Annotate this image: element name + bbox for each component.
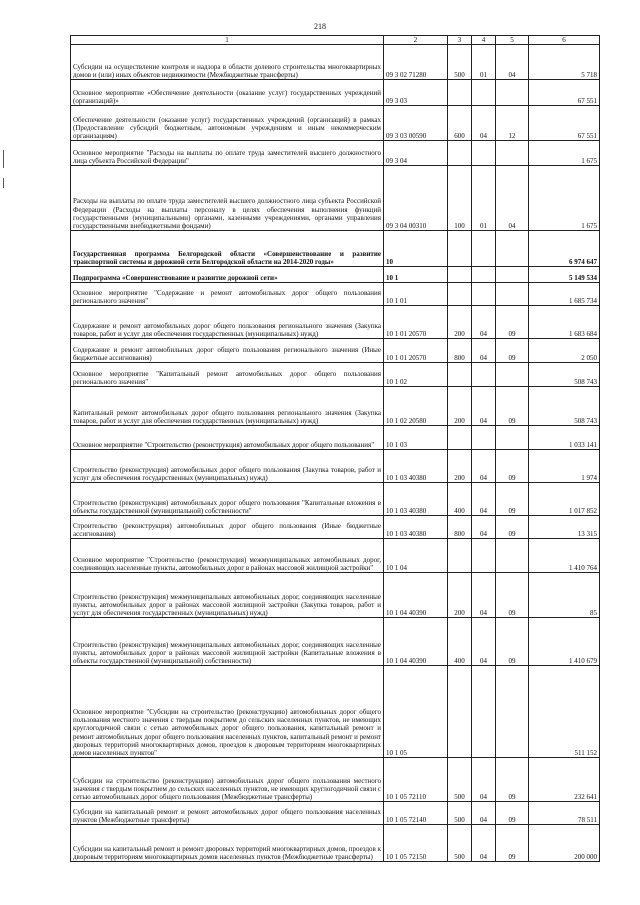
- row-expense-type: [448, 141, 472, 166]
- row-expense-type: 200: [448, 306, 472, 339]
- table-row: [71, 231, 600, 267]
- row-section: [472, 363, 496, 387]
- row-section: 04: [472, 573, 496, 618]
- column-header: 5: [496, 36, 529, 45]
- row-subsection: 04: [496, 166, 529, 231]
- row-amount: 1 675: [529, 141, 600, 166]
- row-description: Основное мероприятие "Субсидии на строительство (реконструкцию) автомобильных дорог общего пользования местного значения с твердым покрытием до сельских населенных пунктов, не имеющих круглогодичной связи с сетью автомобильных дорог общего пользования, капитальный ремонт и ремонт автомобильных дорог общего пользования населенных пунктов, капитальный ремонт и ремонт дворовых территорий многоквартирных домов, проездов к дворовым территориям многоквартирных домов населенных пунктов": [71, 666, 384, 758]
- row-expense-type: [448, 267, 472, 283]
- row-subsection: [496, 426, 529, 450]
- row-amount: 78 511: [529, 802, 600, 825]
- row-amount: 1 675: [529, 166, 600, 231]
- row-expense-type: [448, 283, 472, 306]
- row-section: 04: [472, 758, 496, 802]
- row-code: 10 1: [384, 267, 448, 283]
- row-amount: 1 017 852: [529, 483, 600, 516]
- row-amount: 508 743: [529, 387, 600, 426]
- row-section: [472, 231, 496, 267]
- row-description: Субсидии на капитальный ремонт и ремонт автомобильных дорог общего пользования населенных пунктов (Межбюджетные трансферты): [71, 802, 384, 825]
- table-header-row: [71, 36, 600, 45]
- column-header: 2: [384, 36, 448, 45]
- column-header: 3: [448, 36, 472, 45]
- row-section: 04: [472, 339, 496, 363]
- row-amount: 1 974: [529, 450, 600, 483]
- row-section: 04: [472, 106, 496, 141]
- row-subsection: [496, 539, 529, 573]
- table-row: [71, 267, 600, 283]
- row-amount: 5 149 534: [529, 267, 600, 283]
- row-description: Основное мероприятие "Содержание и ремонт автомобильных дорог общего пользования регионального значения": [71, 283, 384, 306]
- row-subsection: [496, 363, 529, 387]
- row-code: 09 3 03 00590: [384, 106, 448, 141]
- row-code: 10 1 02 20580: [384, 387, 448, 426]
- margin-mark: [3, 178, 4, 188]
- row-subsection: 09: [496, 339, 529, 363]
- row-expense-type: [448, 666, 472, 758]
- row-expense-type: 500: [448, 45, 472, 80]
- row-section: 01: [472, 166, 496, 231]
- row-amount: 5 718: [529, 45, 600, 80]
- row-subsection: [496, 141, 529, 166]
- row-code: 10 1 01 20570: [384, 339, 448, 363]
- row-code: 10 1 03: [384, 426, 448, 450]
- row-description: Субсидии на капитальный ремонт и ремонт дворовых территорий многоквартирных домов, проездов к дворовым территориям многоквартирных домов населенных пунктов (Межбюджетные трансферты): [71, 825, 384, 862]
- row-code: 10: [384, 231, 448, 267]
- row-description: Содержание и ремонт автомобильных дорог общего пользования регионального значения (Закупка товаров, работ и услуг для обеспечения государственных (муниципальных) нужд): [71, 306, 384, 339]
- row-subsection: 09: [496, 306, 529, 339]
- row-section: 04: [472, 387, 496, 426]
- row-amount: 1 685 734: [529, 283, 600, 306]
- row-code: 10 1 03 40380: [384, 483, 448, 516]
- margin-mark: [3, 150, 4, 168]
- row-amount: 85: [529, 573, 600, 618]
- row-code: 10 1 02: [384, 363, 448, 387]
- row-amount: 200 000: [529, 825, 600, 862]
- row-section: 04: [472, 483, 496, 516]
- row-section: 04: [472, 450, 496, 483]
- row-subsection: 09: [496, 573, 529, 618]
- row-code: 10 1 03 40380: [384, 450, 448, 483]
- row-amount: 67 551: [529, 80, 600, 106]
- table-row: [71, 141, 600, 166]
- row-amount: 13 315: [529, 516, 600, 539]
- table-row: [71, 166, 600, 231]
- row-description: Обеспечение деятельности (оказание услуг) государственных учреждений (организаций) в рамках (Предоставление субсидий бюджетным, автономным учреждениям и иным некоммерческим организациям): [71, 106, 384, 141]
- row-expense-type: 500: [448, 825, 472, 862]
- row-subsection: [496, 80, 529, 106]
- table-row: [71, 483, 600, 516]
- row-section: [472, 80, 496, 106]
- row-code: 10 1 05 72140: [384, 802, 448, 825]
- table-row: [71, 106, 600, 141]
- row-description: Строительство (реконструкция) межмуниципальных автомобильных дорог, соединяющих населенные пункты, автомобильных дорог в районах массовой жилищной застройки (Капитальные вложения в объекты государственной (муниципальной) собственности): [71, 618, 384, 666]
- row-section: 04: [472, 516, 496, 539]
- row-expense-type: [448, 539, 472, 573]
- table-row: [71, 450, 600, 483]
- row-code: 10 1 05 72110: [384, 758, 448, 802]
- row-expense-type: 400: [448, 483, 472, 516]
- row-amount: 67 551: [529, 106, 600, 141]
- row-code: 10 1 04 40390: [384, 618, 448, 666]
- column-header: 4: [472, 36, 496, 45]
- table-row: [71, 666, 600, 758]
- row-expense-type: [448, 231, 472, 267]
- row-amount: 1 410 679: [529, 618, 600, 666]
- row-description: Основное мероприятие «Обеспечение деятельности (оказание услуг) государственных учреждений (организаций)»: [71, 80, 384, 106]
- row-subsection: [496, 283, 529, 306]
- table-row: [71, 758, 600, 802]
- table-row: [71, 45, 600, 80]
- row-code: 10 1 03 40380: [384, 516, 448, 539]
- row-subsection: 12: [496, 106, 529, 141]
- row-description: Строительство (реконструкция) межмуниципальных автомобильных дорог, соединяющих населенные пункты, автомобильных дорог в районах массовой жилищной застройки (Закупка товаров, работ и услуг для обеспечения государственных (муниципальных) нужд): [71, 573, 384, 618]
- row-subsection: [496, 231, 529, 267]
- table-row: [71, 802, 600, 825]
- table-row: [71, 80, 600, 106]
- row-expense-type: 200: [448, 450, 472, 483]
- row-subsection: 04: [496, 45, 529, 80]
- table-row: [71, 339, 600, 363]
- row-subsection: [496, 666, 529, 758]
- row-amount: 1 410 764: [529, 539, 600, 573]
- row-description: Расходы на выплаты по оплате труда заместителей высшего должностного лица субъекта Российской Федерации (Расходы на выплаты персоналу в целях обеспечения выполнения функций государственными (муниципальными) органами, казенными учреждениями, органами управления государственными внебюджетными фондами): [71, 166, 384, 231]
- row-section: 01: [472, 45, 496, 80]
- row-expense-type: 600: [448, 106, 472, 141]
- row-code: 09 3 02 71280: [384, 45, 448, 80]
- row-description: Капитальный ремонт автомобильных дорог общего пользования регионального значения (Закупка товаров, работ и услуг для обеспечения государственных (муниципальных) нужд): [71, 387, 384, 426]
- table-row: [71, 618, 600, 666]
- row-code: 09 3 03: [384, 80, 448, 106]
- row-code: 10 1 05: [384, 666, 448, 758]
- row-description: Государственная программа Белгородской области «Совершенствование и развитие транспортной системы и дорожной сети Белгородской области на 2014-2020 годы»: [71, 231, 384, 267]
- row-section: 04: [472, 306, 496, 339]
- page-number: 218: [314, 22, 326, 31]
- row-expense-type: 500: [448, 802, 472, 825]
- row-subsection: 09: [496, 758, 529, 802]
- row-code: 10 1 04: [384, 539, 448, 573]
- column-header: 6: [529, 36, 600, 45]
- row-description: Содержание и ремонт автомобильных дорог общего пользования регионального значения (Иные бюджетные ассигнования): [71, 339, 384, 363]
- row-subsection: 09: [496, 618, 529, 666]
- row-subsection: 09: [496, 450, 529, 483]
- row-description: Субсидии на строительство (реконструкцию) автомобильных дорог общего пользования местного значения с твердым покрытием до сельских населенных пунктов, не имеющих круглогодичной связи с сетью автомобильных дорог общего пользования (Межбюджетные трансферты): [71, 758, 384, 802]
- row-description: Основное мероприятие "Строительство (реконструкция) межмуниципальных автомобильных дорог, соединяющих населенные пункты, автомобильных дорог в районах массовой жилищной застройки": [71, 539, 384, 573]
- row-code: 09 3 04 00310: [384, 166, 448, 231]
- table-row: [71, 516, 600, 539]
- row-section: 04: [472, 802, 496, 825]
- row-description: Строительство (реконструкция) автомобильных дорог общего пользования "Капитальные вложения в объекты государственной (муниципальной) собственности": [71, 483, 384, 516]
- table-row: [71, 306, 600, 339]
- row-subsection: 09: [496, 387, 529, 426]
- row-expense-type: [448, 80, 472, 106]
- row-description: Основное мероприятие "Строительство (реконструкция) автомобильных дорог общего пользования": [71, 426, 384, 450]
- table-row: [71, 283, 600, 306]
- row-subsection: 09: [496, 802, 529, 825]
- row-code: 10 1 05 72150: [384, 825, 448, 862]
- row-code: 10 1 01: [384, 283, 448, 306]
- row-subsection: [496, 267, 529, 283]
- row-description: Основное мероприятие "Расходы на выплаты по оплате труда заместителей высшего должностного лица субъекта Российской Федерации": [71, 141, 384, 166]
- row-expense-type: 400: [448, 618, 472, 666]
- table-body: [71, 45, 600, 862]
- row-section: [472, 426, 496, 450]
- budget-table: [70, 35, 600, 862]
- table-row: [71, 387, 600, 426]
- table-row: [71, 573, 600, 618]
- row-amount: 1 033 141: [529, 426, 600, 450]
- row-section: [472, 539, 496, 573]
- row-code: 09 3 04: [384, 141, 448, 166]
- row-description: Субсидии на осуществление контроля и надзора в области долевого строительства многоквартирных домов и (или) иных объектов недвижимости (Межбюджетные трансферты): [71, 45, 384, 80]
- row-amount: 2 050: [529, 339, 600, 363]
- row-section: [472, 141, 496, 166]
- table-row: [71, 363, 600, 387]
- row-amount: 508 743: [529, 363, 600, 387]
- row-description: Основное мероприятие "Капитальный ремонт автомобильных дорог общего пользования регионального значения": [71, 363, 384, 387]
- row-amount: 6 974 647: [529, 231, 600, 267]
- row-section: 04: [472, 825, 496, 862]
- row-expense-type: 200: [448, 387, 472, 426]
- row-section: 04: [472, 618, 496, 666]
- table-row: [71, 539, 600, 573]
- row-expense-type: 500: [448, 758, 472, 802]
- row-expense-type: 800: [448, 516, 472, 539]
- row-subsection: 09: [496, 483, 529, 516]
- table-row: [71, 825, 600, 862]
- row-expense-type: [448, 363, 472, 387]
- row-description: Подпрограмма «Совершенствование и развитие дорожной сети»: [71, 267, 384, 283]
- column-header: 1: [71, 36, 384, 45]
- row-expense-type: 800: [448, 339, 472, 363]
- row-expense-type: 200: [448, 573, 472, 618]
- row-description: Строительство (реконструкция) автомобильных дорог общего пользования (Закупка товаров, работ и услуг для обеспечения государственных (муниципальных) нужд): [71, 450, 384, 483]
- row-subsection: 09: [496, 516, 529, 539]
- row-amount: 232 641: [529, 758, 600, 802]
- row-subsection: 09: [496, 825, 529, 862]
- row-expense-type: 100: [448, 166, 472, 231]
- table-row: [71, 426, 600, 450]
- row-code: 10 1 01 20570: [384, 306, 448, 339]
- row-section: [472, 283, 496, 306]
- row-section: [472, 267, 496, 283]
- row-amount: 511 152: [529, 666, 600, 758]
- row-amount: 1 683 684: [529, 306, 600, 339]
- row-expense-type: [448, 426, 472, 450]
- row-code: 10 1 04 40390: [384, 573, 448, 618]
- row-section: [472, 666, 496, 758]
- row-description: Строительство (реконструкция) автомобильных дорог общего пользования (Иные бюджетные ассигнования): [71, 516, 384, 539]
